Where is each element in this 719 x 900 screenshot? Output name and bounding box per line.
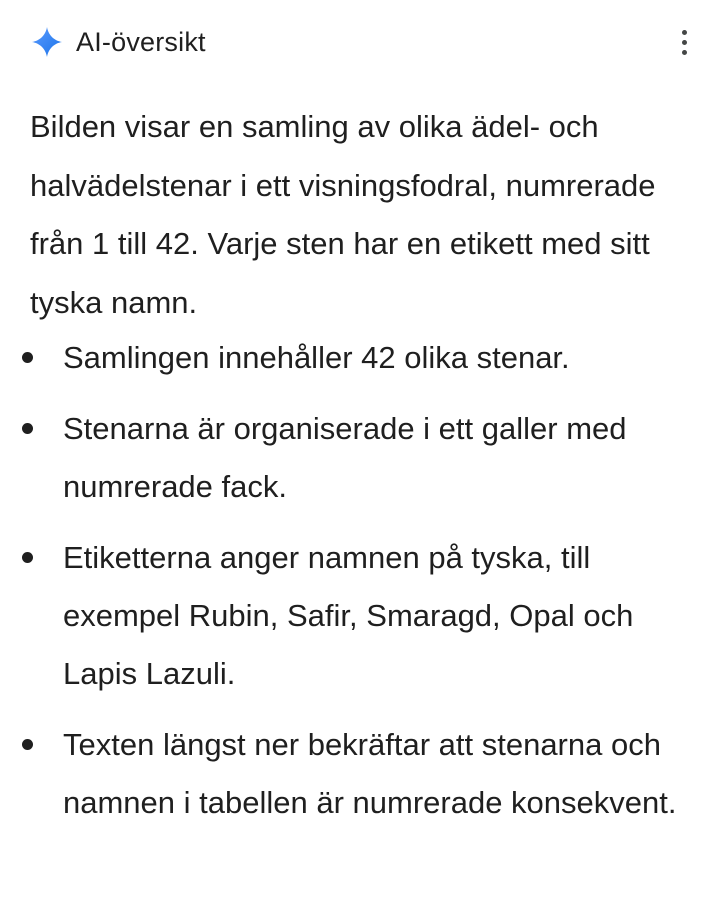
list-item <box>0 329 719 387</box>
bullet-dot <box>22 352 33 363</box>
list-item <box>0 400 719 516</box>
menu-dot <box>682 50 687 55</box>
bullet-dot <box>22 552 33 563</box>
ai-overview-title: AI-översikt <box>76 26 206 57</box>
menu-dot <box>682 30 687 35</box>
menu-dot <box>682 40 687 45</box>
list-item-text: Etiketterna anger namnen på tyska, till exempel Rubin, Safir, Smaragd, Opal och Lapis Lazuli. <box>63 540 634 691</box>
list-item-text: Texten längst ner bekräftar att stenarna och namnen i tabellen är numrerade konsekvent. <box>63 727 677 820</box>
bullet-list <box>0 329 719 845</box>
list-item-text: Samlingen innehåller 42 olika stenar. <box>63 340 570 375</box>
more-vert-icon[interactable] <box>670 24 698 60</box>
bullet-dot <box>22 423 33 434</box>
ai-overview-header <box>30 20 698 64</box>
list-item-text: Stenarna är organiserade i ett galler med numrerade fack. <box>63 411 627 504</box>
list-item <box>0 716 719 832</box>
overview-summary: Bilden visar en samling av olika ädel- och halvädelstenar i ett visningsfodral, numrerade från 1 till 42. Varje sten har en etikett med sitt tyska namn. <box>30 109 656 320</box>
list-item <box>0 529 719 703</box>
sparkle-icon <box>30 25 64 59</box>
bullet-dot <box>22 739 33 750</box>
